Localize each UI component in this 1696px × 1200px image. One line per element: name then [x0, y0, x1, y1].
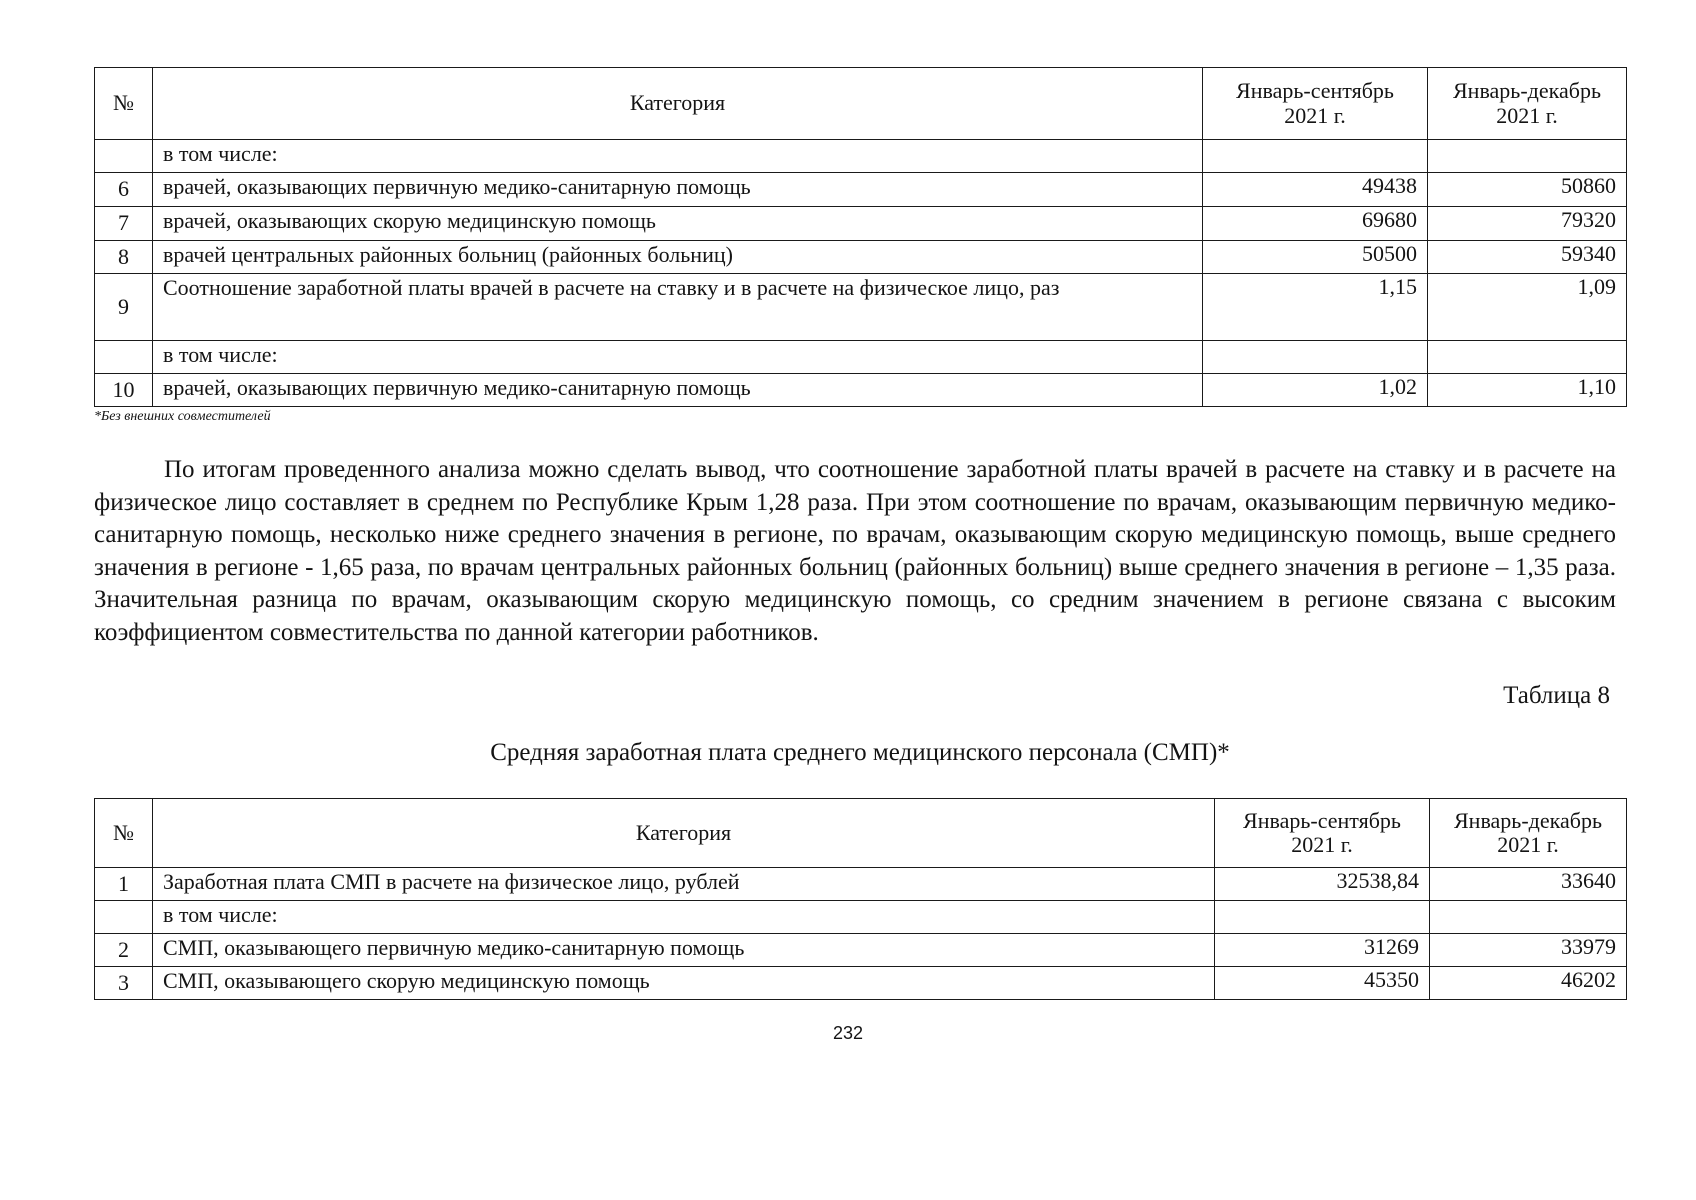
row-jan-sep — [1203, 341, 1428, 374]
row-no — [95, 901, 153, 934]
table-row — [95, 934, 1627, 967]
table-row — [95, 207, 1627, 241]
row-no: 2 — [95, 934, 153, 967]
header-jan-dec-line2: 2021 г. — [1497, 832, 1559, 857]
header-jan-dec-line2: 2021 г. — [1496, 102, 1558, 128]
row-jan-sep: 50500 — [1203, 241, 1428, 274]
doctors-salary-table — [94, 67, 1627, 407]
header-no: № — [95, 799, 153, 868]
row-category: Заработная плата СМП в расчете на физическое лицо, рублей — [153, 868, 1215, 901]
row-jan-sep: 1,02 — [1203, 374, 1428, 407]
table-row — [95, 901, 1627, 934]
row-jan-dec: 1,09 — [1428, 274, 1627, 341]
header-no: № — [95, 68, 153, 140]
row-jan-sep: 32538,84 — [1215, 868, 1430, 901]
row-category: Соотношение заработной платы врачей в расчете на ставку и в расчете на физическое лицо, раз — [153, 274, 1203, 341]
row-jan-sep: 45350 — [1215, 967, 1430, 1000]
row-jan-sep — [1203, 140, 1428, 173]
row-category: врачей, оказывающих первичную медико-санитарную помощь — [153, 173, 1203, 207]
row-jan-dec: 50860 — [1428, 173, 1627, 207]
row-category: в том числе: — [153, 341, 1203, 374]
header-category: Категория — [153, 68, 1203, 140]
row-jan-sep: 69680 — [1203, 207, 1428, 241]
row-jan-dec: 33979 — [1430, 934, 1627, 967]
table-header-row — [95, 799, 1627, 868]
row-category: СМП, оказывающего скорую медицинскую помощь — [153, 967, 1215, 1000]
table-row — [95, 241, 1627, 274]
row-jan-dec: 79320 — [1428, 207, 1627, 241]
row-jan-dec: 59340 — [1428, 241, 1627, 274]
row-jan-dec — [1430, 901, 1627, 934]
header-jan-sep-line1: Январь-сентябрь — [1243, 807, 1401, 833]
header-jan-sep-line2: 2021 г. — [1284, 102, 1346, 128]
row-jan-sep: 49438 — [1203, 173, 1428, 207]
row-category: врачей центральных районных больниц (районных больниц) — [153, 241, 1203, 274]
header-jan-sep-line2: 2021 г. — [1291, 832, 1353, 857]
row-jan-sep: 31269 — [1215, 934, 1430, 967]
table-row — [95, 868, 1627, 901]
page-number: 232 — [832, 1023, 864, 1043]
row-no — [95, 341, 153, 374]
header-jan-dec — [1428, 68, 1627, 140]
header-jan-dec — [1430, 799, 1627, 868]
table-row — [95, 274, 1627, 341]
row-jan-sep — [1215, 901, 1430, 934]
header-jan-sep — [1203, 68, 1428, 140]
table-footnote: *Без внешних совместителей — [94, 409, 271, 424]
row-jan-dec: 33640 — [1430, 868, 1627, 901]
table-row — [95, 173, 1627, 207]
table-number-label: Таблица 8 — [1503, 682, 1610, 709]
nurse-salary-table — [94, 798, 1627, 1000]
table-title: Средняя заработная плата среднего медицинского персонала (СМП)* — [490, 739, 1230, 766]
row-jan-sep: 1,15 — [1203, 274, 1428, 341]
table-row — [95, 374, 1627, 407]
row-category: СМП, оказывающего первичную медико-санитарную помощь — [153, 934, 1215, 967]
row-no: 1 — [95, 868, 153, 901]
row-jan-dec — [1428, 140, 1627, 173]
row-no: 3 — [95, 967, 153, 1000]
header-jan-dec-line1: Январь-декабрь — [1454, 807, 1602, 833]
table-row — [95, 967, 1627, 1000]
row-category: врачей, оказывающих скорую медицинскую помощь — [153, 207, 1203, 241]
header-jan-sep — [1215, 799, 1430, 868]
table-header-row — [95, 68, 1627, 140]
table-row — [95, 140, 1627, 173]
analysis-paragraph: По итогам проведенного анализа можно сделать вывод, что соотношение заработной платы врачей в расчете на ставку и в расчете на физическое лицо составляет в среднем по Республике Крым 1,28 раза. При этом соотношение по врачам, оказывающим первичную медико-санитарную помощь, несколько ниже среднего значения в регионе, по врачам, оказывающим скорую медицинскую помощь, выше среднего значения в регионе - 1,65 раза, по врачам центральных районных больниц (районных больниц) выше среднего значения в регионе – 1,35 раза. Значительная разница по врачам, оказывающим скорую медицинскую помощь, со средним значением в регионе связана с высоким коэффициентом совместительства по данной категории работников. — [94, 456, 1616, 646]
row-category: в том числе: — [153, 140, 1203, 173]
row-category: в том числе: — [153, 901, 1215, 934]
row-jan-dec — [1428, 341, 1627, 374]
row-category: врачей, оказывающих первичную медико-санитарную помощь — [153, 374, 1203, 407]
row-no — [95, 140, 153, 173]
row-no: 7 — [95, 207, 153, 241]
table-row — [95, 341, 1627, 374]
row-no: 6 — [95, 173, 153, 207]
row-jan-dec: 46202 — [1430, 967, 1627, 1000]
header-jan-dec-line1: Январь-декабрь — [1453, 78, 1601, 104]
header-category: Категория — [153, 799, 1215, 868]
row-no: 10 — [95, 374, 153, 407]
row-no: 9 — [95, 274, 153, 341]
row-no: 8 — [95, 241, 153, 274]
row-jan-dec: 1,10 — [1428, 374, 1627, 407]
header-jan-sep-line1: Январь-сентябрь — [1236, 78, 1394, 104]
